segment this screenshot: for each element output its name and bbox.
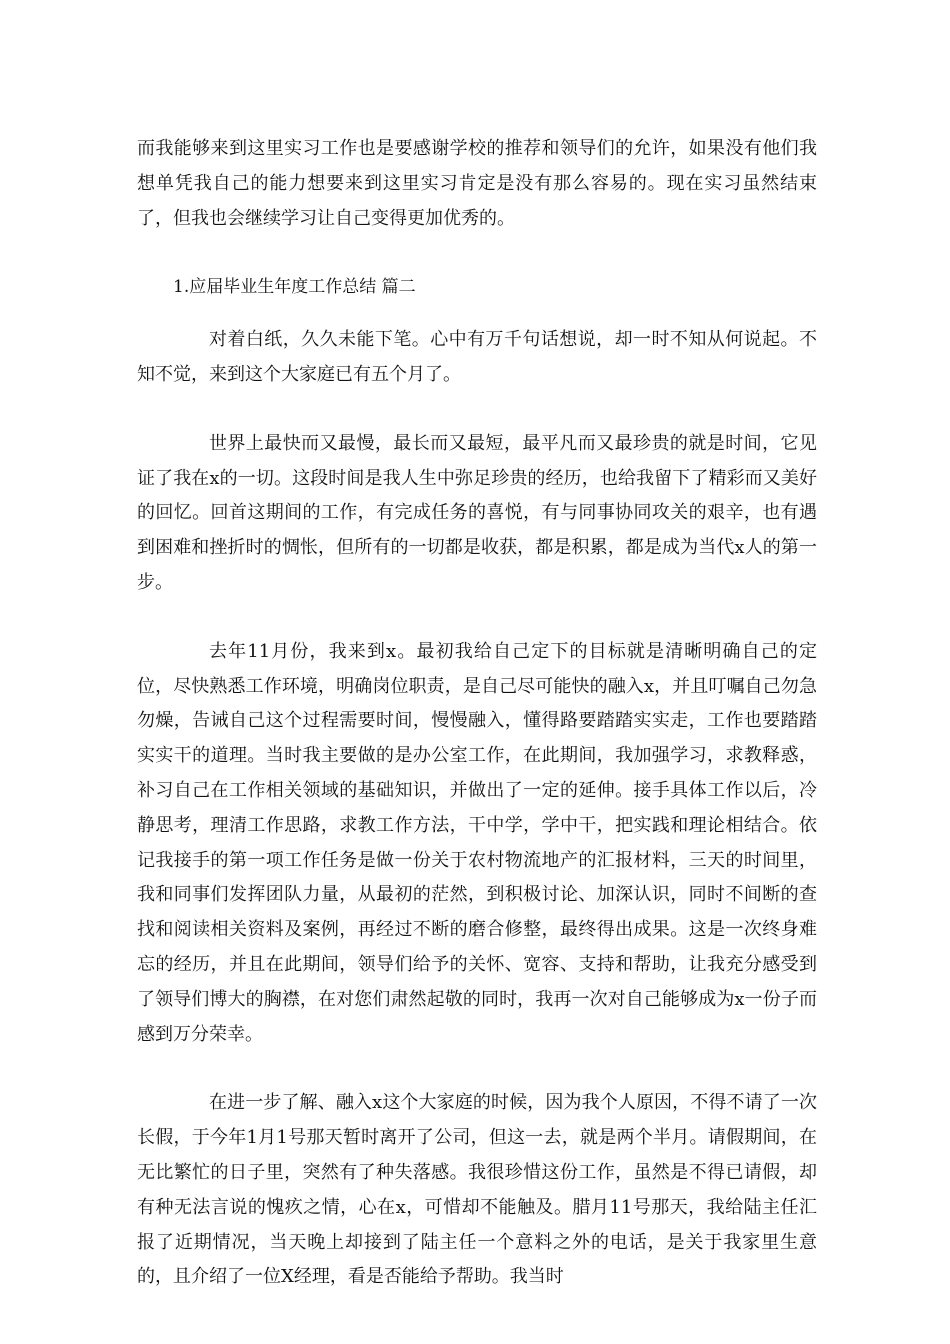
paragraph-spacer	[137, 601, 817, 635]
document-body	[137, 132, 817, 1295]
paragraph-spacer	[137, 305, 817, 323]
paragraph-2: 世界上最快而又最慢，最长而又最短，最平凡而又最珍贵的就是时间，它见证了我在x的一切。这段时间是我人生中弥足珍贵的经历，也给我留下了精彩而又美好的回忆。回首这期间的工作，有完成任务的喜悦，有与同事协同攻关的艰辛，也有遇到困难和挫折时的惆怅，但所有的一切都是收获，都是积累，都是成为当代x人的第一步。	[137, 432, 817, 593]
intro-paragraph: 而我能够来到这里实习工作也是要感谢学校的推荐和领导们的允许，如果没有他们我想单凭我自己的能力想要来到这里实习肯定是没有那么容易的。现在实习虽然结束了，但我也会继续学习让自己变得更加优秀的。	[137, 138, 817, 229]
paragraph-1: 对着白纸，久久未能下笔。心中有万千句话想说，却一时不知从何说起。不知不觉，来到这个大家庭已有五个月了。	[137, 329, 817, 385]
paragraph-3: 去年11月份，我来到x。最初我给自己定下的目标就是清晰明确自己的定位，尽快熟悉工作环境，明确岗位职责，是自己尽可能快的融入x，并且叮嘱自己勿急勿燥，告诫自己这个过程需要时间，慢慢融入，懂得路要踏踏实实走，工作也要踏踏实实干的道理。当时我主要做的是办公室工作，在此期间，我加强学习，求教释惑，补习自己在工作相关领域的基础知识，并做出了一定的延伸。接手具体工作以后，冷静思考，理清工作思路，求教工作方法，干中学，学中干，把实践和理论相结合。依记我接手的第一项工作任务是做一份关于农村物流地产的汇报材料，三天的时间里，我和同事们发挥团队力量，从最初的茫然，到积极讨论、加深认识，同时不间断的查找和阅读相关资料及案例，再经过不断的磨合修整，最终得出成果。这是一次终身难忘的经历，并且在此期间，领导们给予的关怀、宽容、支持和帮助，让我充分感受到了领导们博大的胸襟，在对您们肃然起敬的同时，我再一次对自己能够成为x一份子而感到万分荣幸。	[137, 640, 817, 1045]
paragraph-spacer	[137, 1052, 817, 1086]
paragraph-spacer	[137, 236, 817, 270]
section-heading: 1.应届毕业生年度工作总结 篇二	[173, 277, 416, 298]
paragraph-4: 在进一步了解、融入x这个大家庭的时候，因为我个人原因，不得不请了一次长假，于今年1月1号那天暂时离开了公司，但这一去，就是两个半月。请假期间，在无比繁忙的日子里，突然有了种失落感。我很珍惜这份工作，虽然是不得已请假，却有种无法言说的愧疚之情，心在x，可惜却不能触及。腊月11号那天，我给陆主任汇报了近期情况，当天晚上却接到了陆主任一个意料之外的电话，是关于我家里生意的，且介绍了一位X经理，看是否能给予帮助。我当时	[137, 1092, 817, 1288]
paragraph-spacer	[137, 393, 817, 427]
